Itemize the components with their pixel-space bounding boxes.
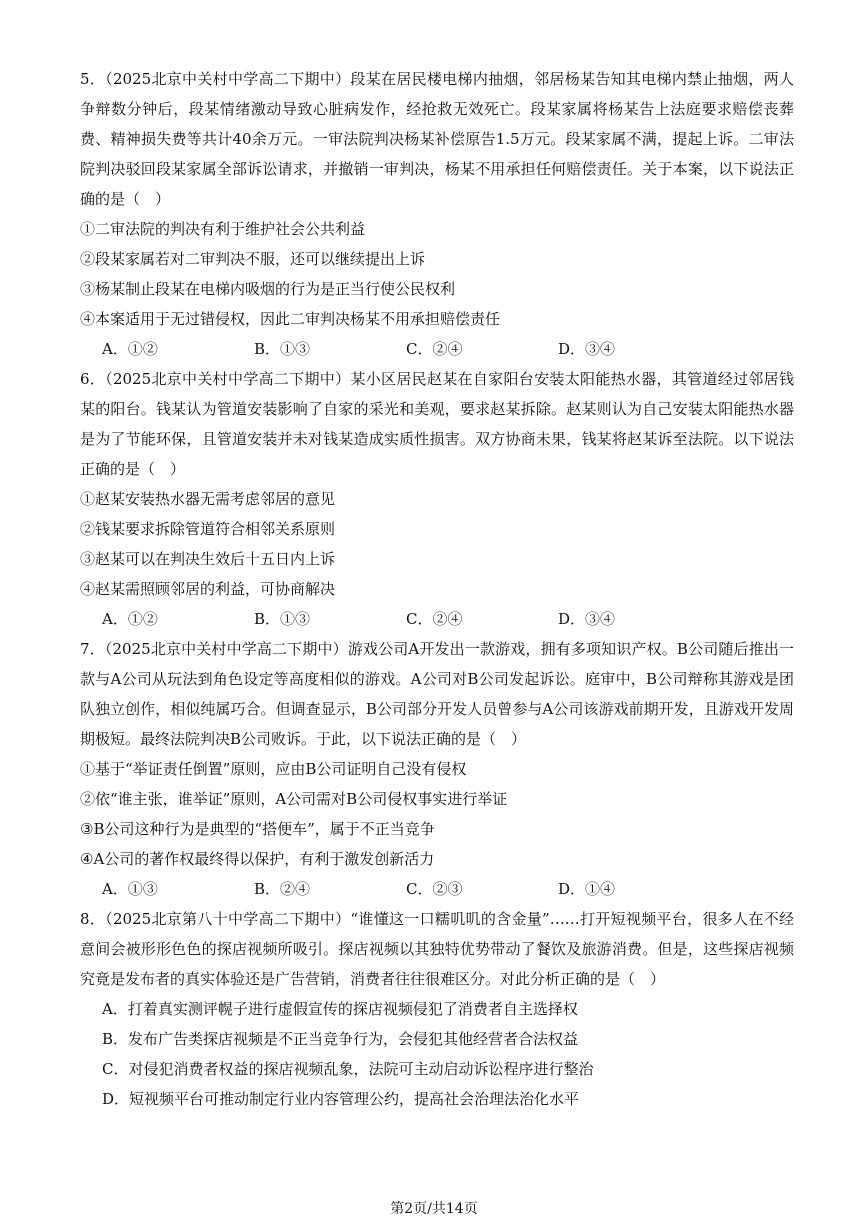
answer-options — [80, 334, 794, 364]
statement-item: ③赵某可以在判决生效后十五日内上诉 — [80, 550, 336, 568]
answer-option-d: D．①④ — [558, 880, 616, 898]
answer-option-d: D．短视频平台可推动制定行业内容管理公约，提高社会治理法治化水平 — [102, 1090, 580, 1108]
answer-option-d: D．③④ — [558, 610, 616, 628]
answer-option-c: C．②④ — [406, 340, 463, 358]
question-stem: 5．（2025北京中关村中学高二下期中）段某在居民楼电梯内抽烟，邻居杨某告知其电梯内禁止抽烟，两人争辩数分钟后，段某情绪激动导致心脏病发作，经抢救无效死亡。段某家属将杨某告上法庭要求赔偿丧葬费、精神损失费等共计40余万元。一审法院判决杨某补偿原告1.5万元。段某家属不满，提起上诉。二审法院判决驳回段某家属全部诉讼请求，并撤销一审判决，杨某不用承担任何赔偿责任。关于本案，以下说法正确的是（ ） — [80, 70, 794, 208]
answer-option-c: C．对侵犯消费者权益的探店视频乱象，法院可主动启动诉讼程序进行整治 — [102, 1060, 594, 1078]
answer-option-c: C．②③ — [406, 880, 463, 898]
statement-item: ①赵某安装热水器无需考虑邻居的意见 — [80, 490, 336, 508]
answer-option-b: B．②④ — [254, 880, 311, 898]
question-5 — [80, 64, 794, 364]
page-number: 第2页/共14页 — [390, 1201, 478, 1217]
statement-item: ④赵某需照顾邻居的利益，可协商解决 — [80, 580, 336, 598]
answer-options — [80, 604, 794, 634]
question-stem: 8．（2025北京第八十中学高二下期中）“谁懂这一口糯叽叽的含金量”……打开短视频平台，很多人在不经意间会被形形色色的探店视频所吸引。探店视频以其独特优势带动了餐饮及旅游消费。但是，这些探店视频究竟是发布者的真实体验还是广告营销，消费者往往很难区分。对此分析正确的是（ ） — [80, 910, 794, 988]
statement-item: ②段某家属若对二审判决不服，还可以继续提出上诉 — [80, 250, 426, 268]
statement-item: ③B公司这种行为是典型的“搭便车”，属于不正当竞争 — [80, 820, 435, 838]
statement-item: ④A公司的著作权最终得以保护，有利于激发创新活力 — [80, 850, 435, 868]
answer-option-c: C．②④ — [406, 610, 463, 628]
statement-item: ①二审法院的判决有利于维护社会公共利益 — [80, 220, 366, 238]
question-stem: 7．（2025北京中关村中学高二下期中）游戏公司A开发出一款游戏，拥有多项知识产权。B公司随后推出一款与A公司从玩法到角色设定等高度相似的游戏。A公司对B公司发起诉讼。庭审中，B公司辩称其游戏是团队独立创作，相似纯属巧合。但调查显示，B公司部分开发人员曾参与A公司该游戏前期开发，且游戏开发周期极短。最终法院判决B公司败诉。于此，以下说法正确的是（ ） — [80, 640, 794, 748]
answer-option-b: B．①③ — [254, 610, 311, 628]
answer-options — [80, 874, 794, 904]
statement-item: ③杨某制止段某在电梯内吸烟的行为是正当行使公民权利 — [80, 280, 456, 298]
page-content — [80, 64, 794, 1114]
statement-item: ②钱某要求拆除管道符合相邻关系原则 — [80, 520, 336, 538]
answer-option-a: A．①② — [102, 340, 158, 358]
answer-option-d: D．③④ — [558, 340, 616, 358]
question-7 — [80, 634, 794, 904]
answer-option-b: B．发布广告类探店视频是不正当竞争行为，会侵犯其他经营者合法权益 — [102, 1030, 579, 1048]
question-stem: 6．（2025北京中关村中学高二下期中）某小区居民赵某在自家阳台安装太阳能热水器，其管道经过邻居钱某的阳台。钱某认为管道安装影响了自家的采光和美观，要求赵某拆除。赵某则认为自己安装太阳能热水器是为了节能环保，且管道安装并未对钱某造成实质性损害。双方协商未果，钱某将赵某诉至法院。以下说法正确的是（ ） — [80, 370, 794, 478]
statement-item: ①基于“举证责任倒置”原则，应由B公司证明自己没有侵权 — [80, 760, 467, 778]
answer-option-a: A．打着真实测评幌子进行虚假宣传的探店视频侵犯了消费者自主选择权 — [102, 1000, 578, 1018]
question-6 — [80, 364, 794, 634]
answer-option-b: B．①③ — [254, 340, 311, 358]
statement-item: ②依“谁主张，谁举证”原则，A公司需对B公司侵权事实进行举证 — [80, 790, 508, 808]
statement-item: ④本案适用于无过错侵权，因此二审判决杨某不用承担赔偿责任 — [80, 310, 501, 328]
question-8 — [80, 904, 794, 1114]
answer-option-a: A．①② — [102, 610, 158, 628]
answer-option-a: A．①③ — [102, 880, 158, 898]
